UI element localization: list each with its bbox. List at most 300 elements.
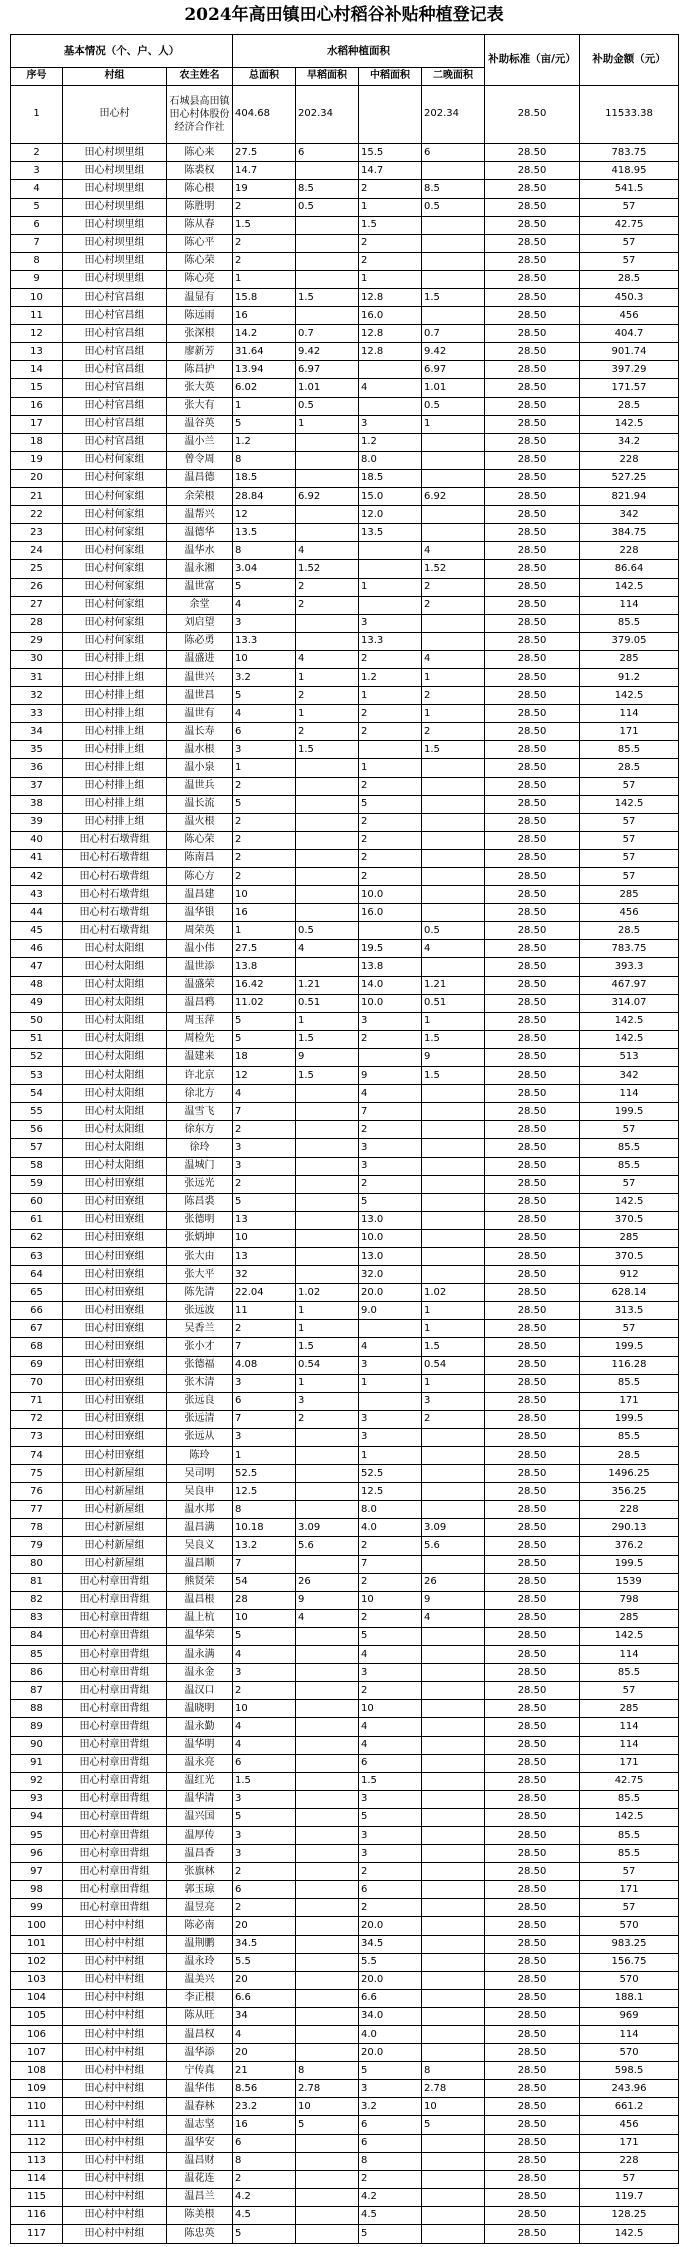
cell-late-area: [422, 1555, 485, 1573]
cell-amount: 57: [580, 1121, 679, 1139]
cell-middle-area: 4.2: [359, 2188, 422, 2206]
table-row: [11, 2098, 679, 2116]
cell-name: 温华明: [167, 1736, 233, 1754]
cell-early-area: [296, 614, 359, 632]
cell-total-area: 34: [233, 2007, 296, 2025]
cell-late-area: [422, 632, 485, 650]
cell-total-area: 28.84: [233, 488, 296, 506]
cell-middle-area: 4: [359, 1085, 422, 1103]
cell-name: 陈昌裘: [167, 1193, 233, 1211]
cell-rate: 28.50: [485, 1374, 580, 1392]
table-row: [11, 849, 679, 867]
cell-rate: 28.50: [485, 2062, 580, 2080]
cell-seq: 14: [11, 361, 63, 379]
cell-middle-area: 1: [359, 578, 422, 596]
cell-rate: 28.50: [485, 2080, 580, 2098]
cell-late-area: [422, 1845, 485, 1863]
cell-group: 田心村太阳组: [63, 1030, 167, 1048]
cell-amount: 142.5: [580, 1193, 679, 1211]
cell-group: 田心村何家组: [63, 632, 167, 650]
cell-rate: 28.50: [485, 1229, 580, 1247]
cell-total-area: 3: [233, 1428, 296, 1446]
cell-middle-area: 3: [359, 415, 422, 433]
cell-total-area: 6.02: [233, 379, 296, 397]
cell-late-area: [422, 904, 485, 922]
cell-name: 温建来: [167, 1048, 233, 1066]
cell-total-area: 16: [233, 904, 296, 922]
cell-total-area: 5: [233, 1627, 296, 1645]
cell-seq: 45: [11, 922, 63, 940]
cell-middle-area: 9.0: [359, 1302, 422, 1320]
cell-rate: 28.50: [485, 252, 580, 270]
table-row: [11, 289, 679, 307]
cell-seq: 62: [11, 1229, 63, 1247]
cell-seq: 93: [11, 1790, 63, 1808]
cell-middle-area: 2: [359, 2170, 422, 2188]
cell-early-area: [296, 1428, 359, 1446]
cell-early-area: 6.92: [296, 488, 359, 506]
cell-name: 熊贤荣: [167, 1573, 233, 1591]
cell-name: 温昌兰: [167, 2188, 233, 2206]
table-row: [11, 1139, 679, 1157]
cell-early-area: [296, 795, 359, 813]
cell-total-area: 3: [233, 1374, 296, 1392]
cell-seq: 90: [11, 1736, 63, 1754]
cell-middle-area: 2: [359, 813, 422, 831]
cell-seq: 55: [11, 1103, 63, 1121]
cell-early-area: [296, 162, 359, 180]
cell-amount: 527.25: [580, 469, 679, 487]
cell-rate: 28.50: [485, 1103, 580, 1121]
cell-group: 田心村何家组: [63, 488, 167, 506]
cell-late-area: 1.5: [422, 289, 485, 307]
table-row: [11, 1591, 679, 1609]
cell-late-area: [422, 1826, 485, 1844]
cell-seq: 74: [11, 1447, 63, 1465]
cell-rate: 28.50: [485, 1121, 580, 1139]
cell-rate: 28.50: [485, 234, 580, 252]
cell-total-area: 4: [233, 1718, 296, 1736]
cell-middle-area: 20.0: [359, 1971, 422, 1989]
cell-early-area: [296, 1718, 359, 1736]
cell-rate: 28.50: [485, 2134, 580, 2152]
cell-name: 温晓明: [167, 1700, 233, 1718]
table-row: [11, 85, 679, 144]
cell-late-area: [422, 849, 485, 867]
cell-total-area: 2: [233, 234, 296, 252]
cell-group: 田心村中村组: [63, 2026, 167, 2044]
cell-group: 田心村章田背组: [63, 1808, 167, 1826]
cell-rate: 28.50: [485, 976, 580, 994]
cell-group: 田心村田寮组: [63, 1392, 167, 1410]
cell-middle-area: 12.0: [359, 506, 422, 524]
cell-group: 田心村石墩背组: [63, 886, 167, 904]
cell-middle-area: [359, 1392, 422, 1410]
cell-group: 田心村新屋组: [63, 1519, 167, 1537]
cell-rate: 28.50: [485, 560, 580, 578]
table-row: [11, 162, 679, 180]
cell-seq: 86: [11, 1664, 63, 1682]
cell-amount: 314.07: [580, 994, 679, 1012]
cell-rate: 28.50: [485, 668, 580, 686]
cell-total-area: 5: [233, 1808, 296, 1826]
cell-middle-area: 1: [359, 270, 422, 288]
cell-seq: 63: [11, 1247, 63, 1265]
table-row: [11, 1483, 679, 1501]
cell-seq: 84: [11, 1627, 63, 1645]
cell-late-area: 202.34: [422, 85, 485, 144]
cell-rate: 28.50: [485, 2098, 580, 2116]
cell-middle-area: 2: [359, 1573, 422, 1591]
cell-late-area: 1.5: [422, 1030, 485, 1048]
cell-middle-area: 32.0: [359, 1266, 422, 1284]
table-row: [11, 1646, 679, 1664]
cell-group: 田心村太阳组: [63, 1121, 167, 1139]
cell-group: 田心村中村组: [63, 1917, 167, 1935]
cell-seq: 71: [11, 1392, 63, 1410]
cell-late-area: 3.09: [422, 1519, 485, 1537]
cell-name: 温小兰: [167, 433, 233, 451]
cell-name: 温华银: [167, 904, 233, 922]
cell-early-area: 4: [296, 542, 359, 560]
cell-total-area: 7: [233, 1555, 296, 1573]
cell-group: 田心村坝里组: [63, 252, 167, 270]
cell-middle-area: 10.0: [359, 994, 422, 1012]
table-row: [11, 795, 679, 813]
cell-total-area: 20: [233, 1917, 296, 1935]
cell-rate: 28.50: [485, 1899, 580, 1917]
cell-early-area: [296, 524, 359, 542]
cell-amount: 628.14: [580, 1284, 679, 1302]
cell-rate: 28.50: [485, 831, 580, 849]
cell-late-area: [422, 2225, 485, 2244]
cell-rate: 28.50: [485, 1447, 580, 1465]
cell-late-area: 1.21: [422, 976, 485, 994]
cell-seq: 54: [11, 1085, 63, 1103]
cell-amount: 85.5: [580, 1374, 679, 1392]
cell-seq: 105: [11, 2007, 63, 2025]
cell-middle-area: 5.5: [359, 1953, 422, 1971]
cell-total-area: 2: [233, 252, 296, 270]
cell-early-area: [296, 1247, 359, 1265]
cell-late-area: [422, 1428, 485, 1446]
cell-seq: 49: [11, 994, 63, 1012]
cell-seq: 34: [11, 723, 63, 741]
header-early-area: 早稻面积: [296, 68, 359, 85]
cell-name: 温兴国: [167, 1808, 233, 1826]
cell-seq: 66: [11, 1302, 63, 1320]
cell-late-area: [422, 1881, 485, 1899]
cell-middle-area: 13.3: [359, 632, 422, 650]
cell-group: 田心村排上组: [63, 813, 167, 831]
cell-late-area: [422, 1447, 485, 1465]
cell-total-area: 27.5: [233, 144, 296, 162]
cell-seq: 56: [11, 1121, 63, 1139]
table-row: [11, 1519, 679, 1537]
cell-amount: 541.5: [580, 180, 679, 198]
table-row: [11, 343, 679, 361]
cell-name: 温华清: [167, 1790, 233, 1808]
table-row: [11, 1682, 679, 1700]
table-row: [11, 1881, 679, 1899]
cell-late-area: 0.5: [422, 397, 485, 415]
cell-name: 张远波: [167, 1302, 233, 1320]
cell-early-area: [296, 1772, 359, 1790]
table-row: [11, 144, 679, 162]
cell-middle-area: 16.0: [359, 904, 422, 922]
cell-late-area: 0.54: [422, 1356, 485, 1374]
cell-name: 曾令周: [167, 451, 233, 469]
cell-amount: 313.5: [580, 1302, 679, 1320]
cell-rate: 28.50: [485, 506, 580, 524]
cell-rate: 28.50: [485, 632, 580, 650]
cell-total-area: 10: [233, 1609, 296, 1627]
cell-early-area: [296, 469, 359, 487]
cell-seq: 25: [11, 560, 63, 578]
cell-rate: 28.50: [485, 849, 580, 867]
cell-early-area: 9: [296, 1048, 359, 1066]
cell-amount: 57: [580, 849, 679, 867]
cell-group: 田心村石墩背组: [63, 868, 167, 886]
cell-late-area: [422, 831, 485, 849]
cell-late-area: [422, 777, 485, 795]
table-row: [11, 2206, 679, 2224]
cell-middle-area: 19.5: [359, 940, 422, 958]
cell-early-area: [296, 2225, 359, 2244]
cell-early-area: 1.5: [296, 1030, 359, 1048]
cell-group: 田心村排上组: [63, 741, 167, 759]
cell-late-area: 6: [422, 144, 485, 162]
cell-name: 温春林: [167, 2098, 233, 2116]
table-row: [11, 252, 679, 270]
cell-amount: 42.75: [580, 1772, 679, 1790]
cell-amount: 85.5: [580, 1826, 679, 1844]
cell-middle-area: 4.0: [359, 2026, 422, 2044]
cell-amount: 28.5: [580, 397, 679, 415]
table-row: [11, 1121, 679, 1139]
cell-early-area: [296, 1103, 359, 1121]
cell-rate: 28.50: [485, 1356, 580, 1374]
cell-name: 温小泉: [167, 759, 233, 777]
cell-total-area: 2: [233, 813, 296, 831]
cell-late-area: [422, 234, 485, 252]
cell-middle-area: 1.5: [359, 1772, 422, 1790]
cell-seq: 43: [11, 886, 63, 904]
table-row: [11, 813, 679, 831]
cell-middle-area: 4: [359, 1338, 422, 1356]
cell-amount: 228: [580, 451, 679, 469]
cell-late-area: [422, 451, 485, 469]
cell-group: 田心村何家组: [63, 451, 167, 469]
cell-amount: 57: [580, 1682, 679, 1700]
cell-amount: 114: [580, 1718, 679, 1736]
cell-late-area: [422, 1139, 485, 1157]
cell-amount: 114: [580, 596, 679, 614]
cell-total-area: 2: [233, 2170, 296, 2188]
cell-rate: 28.50: [485, 1881, 580, 1899]
table-row: [11, 668, 679, 686]
cell-early-area: 202.34: [296, 85, 359, 144]
cell-middle-area: 3: [359, 1157, 422, 1175]
cell-late-area: 1.5: [422, 1067, 485, 1085]
cell-name: 温昱亮: [167, 1899, 233, 1917]
table-row: [11, 1410, 679, 1428]
cell-rate: 28.50: [485, 469, 580, 487]
cell-rate: 28.50: [485, 922, 580, 940]
cell-name: 温世添: [167, 958, 233, 976]
cell-group: 田心村中村组: [63, 2134, 167, 2152]
cell-group: 田心村章田背组: [63, 1627, 167, 1645]
table-row: [11, 1067, 679, 1085]
cell-middle-area: 3.2: [359, 2098, 422, 2116]
cell-total-area: 10: [233, 1229, 296, 1247]
cell-name: 陈必勇: [167, 632, 233, 650]
cell-seq: 16: [11, 397, 63, 415]
cell-rate: 28.50: [485, 1555, 580, 1573]
cell-middle-area: 2: [359, 1030, 422, 1048]
cell-total-area: 2: [233, 1863, 296, 1881]
cell-late-area: [422, 2206, 485, 2224]
cell-group: 田心村: [63, 85, 167, 144]
cell-seq: 15: [11, 379, 63, 397]
cell-total-area: 5: [233, 2225, 296, 2244]
cell-group: 田心村章田背组: [63, 1609, 167, 1627]
cell-total-area: 12: [233, 506, 296, 524]
cell-seq: 26: [11, 578, 63, 596]
cell-name: 温城门: [167, 1157, 233, 1175]
cell-middle-area: 2: [359, 180, 422, 198]
cell-seq: 31: [11, 668, 63, 686]
cell-middle-area: 1.2: [359, 433, 422, 451]
cell-seq: 27: [11, 596, 63, 614]
cell-rate: 28.50: [485, 994, 580, 1012]
cell-late-area: [422, 216, 485, 234]
cell-amount: 114: [580, 1085, 679, 1103]
cell-seq: 39: [11, 813, 63, 831]
cell-late-area: 0.5: [422, 198, 485, 216]
table-row: [11, 1718, 679, 1736]
header-late-area: 二晚面积: [422, 68, 485, 85]
cell-early-area: [296, 1664, 359, 1682]
cell-total-area: 20: [233, 1971, 296, 1989]
table-row: [11, 180, 679, 198]
cell-name: 徐玲: [167, 1139, 233, 1157]
cell-total-area: 10: [233, 1700, 296, 1718]
cell-rate: 28.50: [485, 795, 580, 813]
cell-total-area: 3: [233, 1826, 296, 1844]
cell-late-area: [422, 1211, 485, 1229]
cell-seq: 112: [11, 2134, 63, 2152]
table-row: [11, 1627, 679, 1645]
cell-name: 徐北方: [167, 1085, 233, 1103]
table-row: [11, 650, 679, 668]
cell-seq: 48: [11, 976, 63, 994]
cell-middle-area: 13.0: [359, 1211, 422, 1229]
cell-rate: 28.50: [485, 1591, 580, 1609]
cell-late-area: 2: [422, 687, 485, 705]
cell-early-area: [296, 886, 359, 904]
cell-name: 张远清: [167, 1410, 233, 1428]
cell-early-area: 1.5: [296, 741, 359, 759]
cell-amount: 57: [580, 234, 679, 252]
cell-rate: 28.50: [485, 1030, 580, 1048]
cell-amount: 85.5: [580, 1139, 679, 1157]
cell-seq: 8: [11, 252, 63, 270]
table-row: [11, 415, 679, 433]
cell-early-area: [296, 1085, 359, 1103]
table-row: [11, 994, 679, 1012]
cell-amount: 661.2: [580, 2098, 679, 2116]
header-paddy-area: 水稻种植面积: [233, 35, 485, 68]
cell-seq: 96: [11, 1845, 63, 1863]
cell-name: 温荆鹏: [167, 1935, 233, 1953]
cell-group: 田心村田寮组: [63, 1229, 167, 1247]
table-row: [11, 2170, 679, 2188]
table-row: [11, 886, 679, 904]
table-row: [11, 1501, 679, 1519]
cell-name: 温花连: [167, 2170, 233, 2188]
cell-early-area: [296, 1627, 359, 1645]
cell-middle-area: 2: [359, 705, 422, 723]
table-row: [11, 1790, 679, 1808]
table-row: [11, 614, 679, 632]
cell-seq: 100: [11, 1917, 63, 1935]
table-row: [11, 1971, 679, 1989]
table-row: [11, 1609, 679, 1627]
cell-name: 张大平: [167, 1266, 233, 1284]
cell-early-area: [296, 1826, 359, 1844]
header-total-area: 总面积: [233, 68, 296, 85]
cell-total-area: 8: [233, 451, 296, 469]
cell-amount: 356.25: [580, 1483, 679, 1501]
cell-late-area: 1: [422, 1374, 485, 1392]
cell-rate: 28.50: [485, 1465, 580, 1483]
cell-name: 余堂: [167, 596, 233, 614]
cell-late-area: 2: [422, 723, 485, 741]
cell-early-area: 2: [296, 578, 359, 596]
cell-total-area: 5: [233, 1030, 296, 1048]
cell-total-area: 19: [233, 180, 296, 198]
cell-middle-area: 3: [359, 1012, 422, 1030]
table-row: [11, 1211, 679, 1229]
cell-middle-area: 13.5: [359, 524, 422, 542]
cell-total-area: 5: [233, 1193, 296, 1211]
cell-early-area: 2: [296, 723, 359, 741]
cell-early-area: 26: [296, 1573, 359, 1591]
cell-middle-area: 20.0: [359, 1284, 422, 1302]
cell-amount: 114: [580, 1646, 679, 1664]
cell-early-area: 1: [296, 668, 359, 686]
cell-seq: 17: [11, 415, 63, 433]
cell-late-area: [422, 1863, 485, 1881]
table-row: [11, 1338, 679, 1356]
header-basic-info: 基本情况（个、户、人）: [11, 35, 233, 68]
cell-seq: 32: [11, 687, 63, 705]
cell-name: 温志坚: [167, 2116, 233, 2134]
table-row: [11, 831, 679, 849]
cell-seq: 106: [11, 2026, 63, 2044]
table-row: [11, 958, 679, 976]
cell-late-area: [422, 1085, 485, 1103]
cell-rate: 28.50: [485, 1736, 580, 1754]
cell-amount: 379.05: [580, 632, 679, 650]
cell-rate: 28.50: [485, 904, 580, 922]
cell-name: 陈心荣: [167, 252, 233, 270]
cell-total-area: 6.6: [233, 1989, 296, 2007]
cell-group: 田心村新屋组: [63, 1537, 167, 1555]
cell-name: 陈玲: [167, 1447, 233, 1465]
cell-name: 许北京: [167, 1067, 233, 1085]
